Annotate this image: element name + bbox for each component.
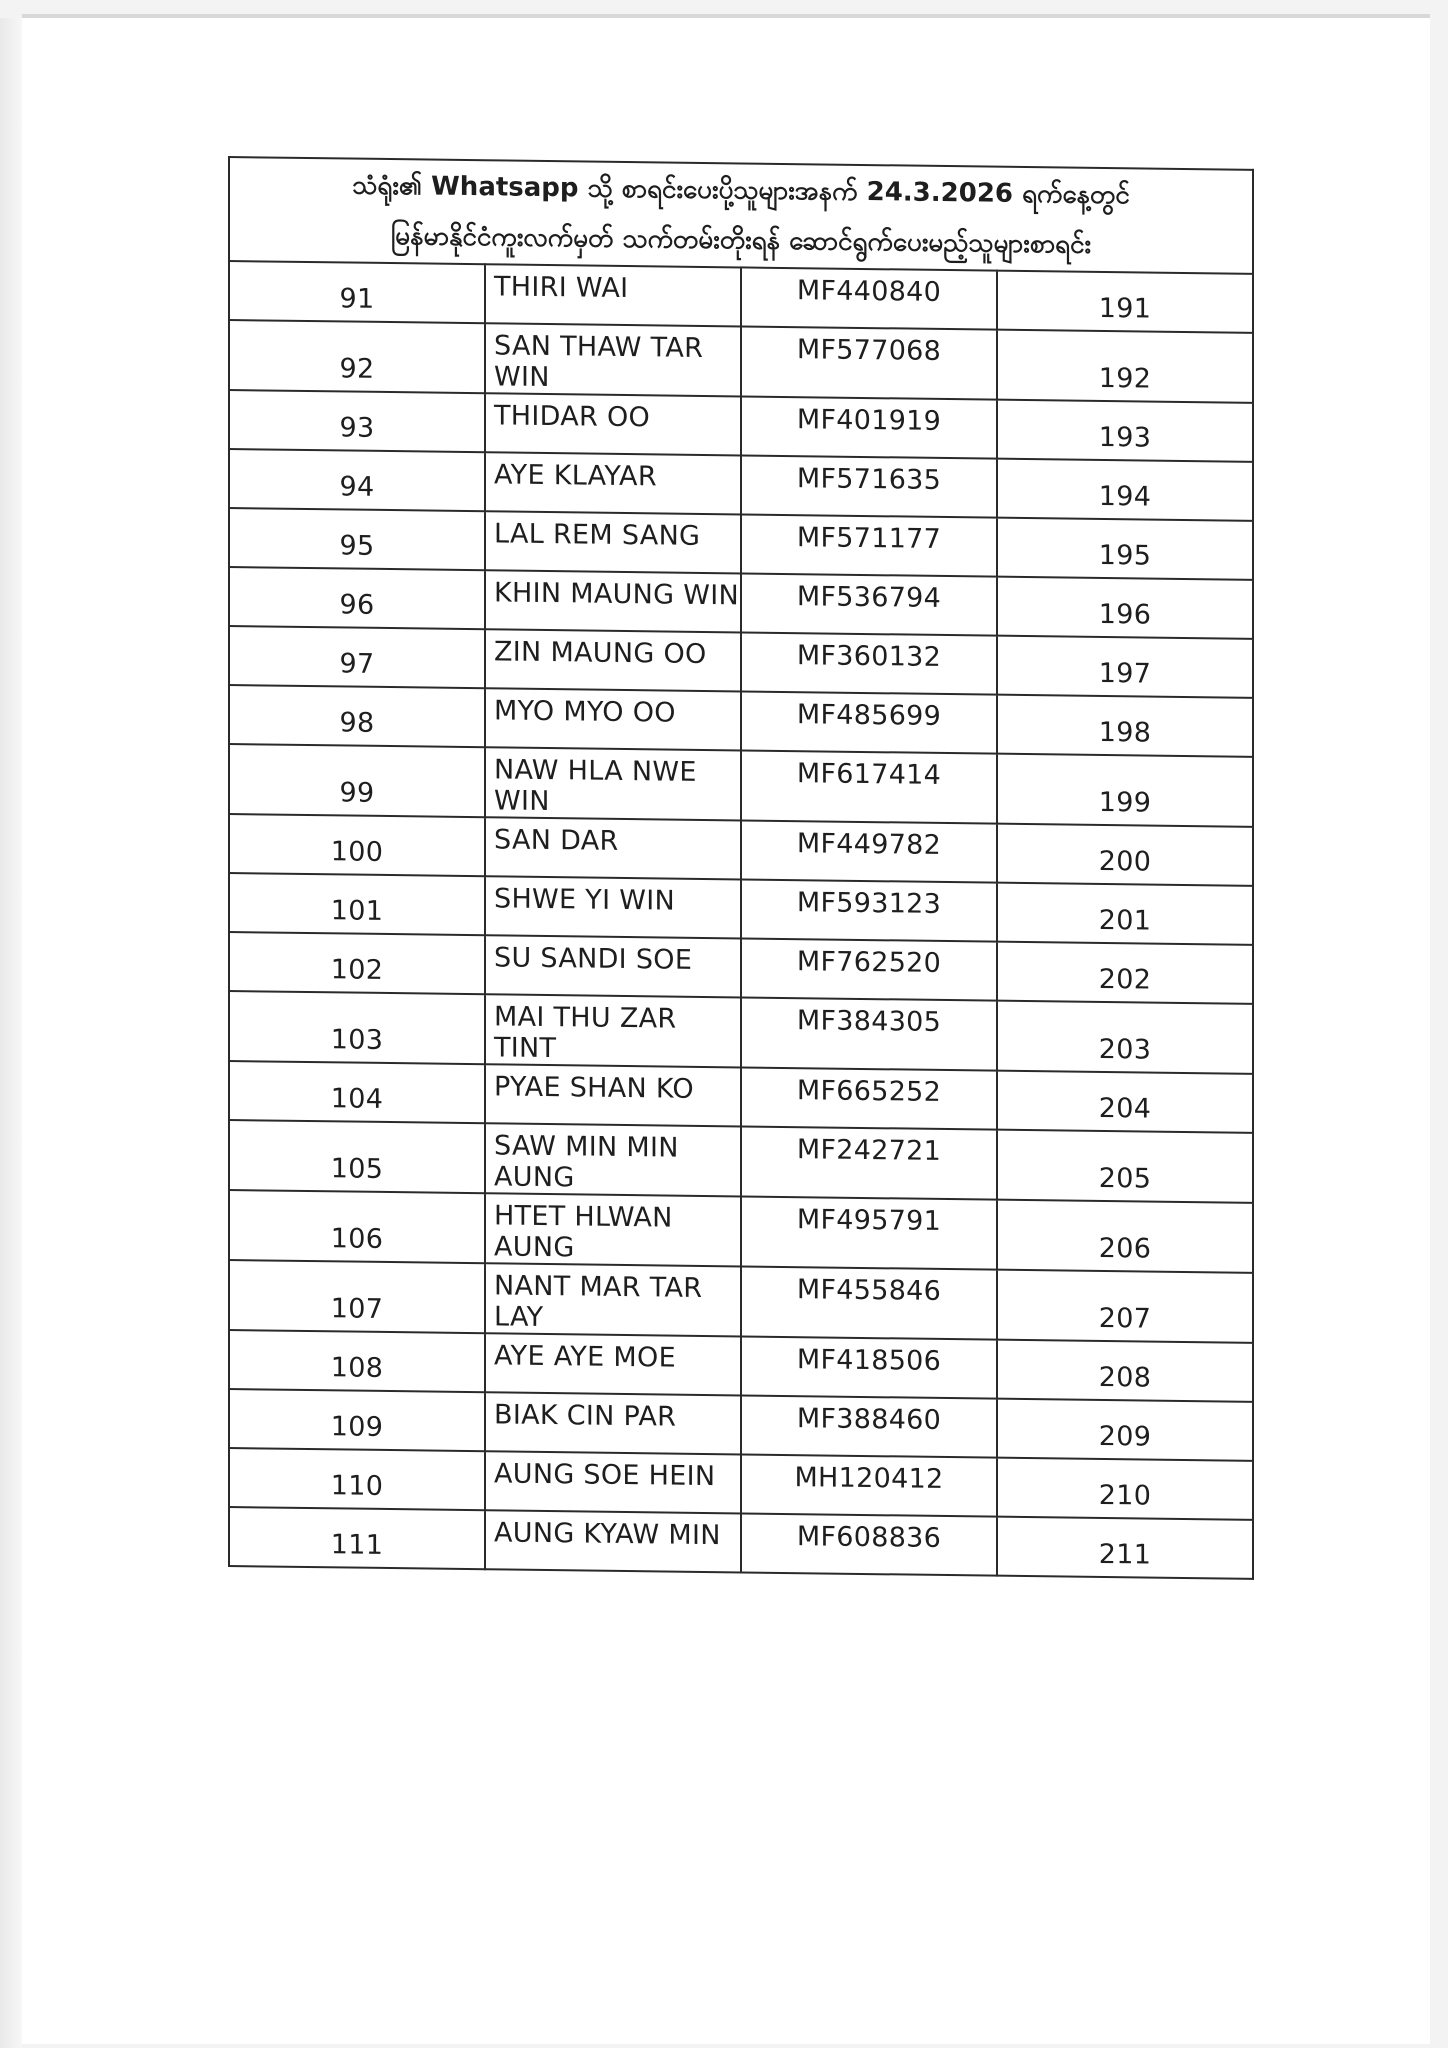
row-number-cell: 101 — [229, 873, 485, 935]
table-title-line-2: မြန်မာနိုင်ငံကူးလက်မှတ် သက်တမ်းတိုးရန် ဆောင်ရွက်ပေးမည့်သူများစာရင်း — [390, 221, 1092, 260]
table-row — [229, 1507, 1253, 1579]
passport-number-cell: MF536794 — [741, 573, 997, 635]
page-edge-shadow — [0, 18, 22, 2048]
passport-renewal-list-table — [228, 156, 1254, 1580]
passport-number-cell: MF593123 — [741, 879, 997, 941]
reference-number-cell: 209 — [997, 1399, 1253, 1461]
reference-number-cell: 191 — [997, 271, 1253, 333]
row-number-cell: 98 — [229, 685, 485, 747]
row-number-cell: 104 — [229, 1061, 485, 1123]
table-row — [229, 1260, 1253, 1343]
name-cell: LAL REM SANG — [485, 511, 741, 573]
table-row — [229, 991, 1253, 1074]
table-row — [229, 320, 1253, 403]
passport-number-cell: MF571635 — [741, 455, 997, 517]
name-cell: BIAK CIN PAR — [485, 1392, 741, 1454]
table-title-line-1: သံရုံး၏ Whatsapp သို့ စာရင်းပေးပို့သူများအနက် 24.3.2026 ရက်နေ့တွင် — [352, 170, 1130, 211]
row-number-cell: 109 — [229, 1389, 485, 1451]
row-number-cell: 110 — [229, 1448, 485, 1510]
name-cell: NANT MAR TAR LAY — [485, 1263, 741, 1336]
reference-number-cell: 197 — [997, 636, 1253, 698]
row-number-cell: 108 — [229, 1330, 485, 1392]
passport-number-cell: MF384305 — [741, 997, 997, 1070]
row-number-cell: 111 — [229, 1507, 485, 1569]
row-number-cell: 107 — [229, 1260, 485, 1333]
table-header-row — [229, 157, 1253, 274]
list-table-container — [228, 156, 1254, 1580]
reference-number-cell: 208 — [997, 1340, 1253, 1402]
reference-number-cell: 202 — [997, 942, 1253, 1004]
reference-number-cell: 210 — [997, 1458, 1253, 1520]
row-number-cell: 96 — [229, 567, 485, 629]
passport-number-cell: MF571177 — [741, 514, 997, 576]
row-number-cell: 91 — [229, 261, 485, 323]
name-cell: AUNG SOE HEIN — [485, 1451, 741, 1513]
reference-number-cell: 205 — [997, 1130, 1253, 1203]
name-cell: SU SANDI SOE — [485, 935, 741, 997]
passport-number-cell: MF388460 — [741, 1395, 997, 1457]
name-cell: HTET HLWAN AUNG — [485, 1193, 741, 1266]
reference-number-cell: 201 — [997, 883, 1253, 945]
name-cell: THIRI WAI — [485, 264, 741, 326]
reference-number-cell: 206 — [997, 1200, 1253, 1273]
name-cell: THIDAR OO — [485, 393, 741, 455]
passport-number-cell: MF495791 — [741, 1196, 997, 1269]
table-row — [229, 744, 1253, 827]
passport-number-cell: MF418506 — [741, 1336, 997, 1398]
table-row — [229, 1120, 1253, 1203]
row-number-cell: 97 — [229, 626, 485, 688]
row-number-cell: 93 — [229, 390, 485, 452]
reference-number-cell: 196 — [997, 577, 1253, 639]
passport-number-cell: MF608836 — [741, 1513, 997, 1575]
passport-number-cell: MF665252 — [741, 1067, 997, 1129]
reference-number-cell: 198 — [997, 695, 1253, 757]
reference-number-cell: 203 — [997, 1001, 1253, 1074]
row-number-cell: 106 — [229, 1190, 485, 1263]
name-cell: PYAE SHAN KO — [485, 1064, 741, 1126]
passport-number-cell: MH120412 — [741, 1454, 997, 1516]
name-cell: SAN DAR — [485, 817, 741, 879]
passport-number-cell: MF242721 — [741, 1126, 997, 1199]
row-number-cell: 102 — [229, 932, 485, 994]
reference-number-cell: 211 — [997, 1517, 1253, 1579]
passport-number-cell: MF485699 — [741, 691, 997, 753]
passport-number-cell: MF401919 — [741, 396, 997, 458]
row-number-cell: 100 — [229, 814, 485, 876]
reference-number-cell: 199 — [997, 754, 1253, 827]
name-cell: SAN THAW TAR WIN — [485, 323, 741, 396]
name-cell: AYE KLAYAR — [485, 452, 741, 514]
name-cell: KHIN MAUNG WIN — [485, 570, 741, 632]
reference-number-cell: 193 — [997, 400, 1253, 462]
row-number-cell: 95 — [229, 508, 485, 570]
passport-number-cell: MF440840 — [741, 267, 997, 329]
passport-number-cell: MF360132 — [741, 632, 997, 694]
reference-number-cell: 194 — [997, 459, 1253, 521]
reference-number-cell: 200 — [997, 824, 1253, 886]
passport-number-cell: MF449782 — [741, 820, 997, 882]
row-number-cell: 92 — [229, 320, 485, 393]
reference-number-cell: 195 — [997, 518, 1253, 580]
name-cell: MYO MYO OO — [485, 688, 741, 750]
name-cell: NAW HLA NWE WIN — [485, 747, 741, 820]
table-title — [229, 157, 1253, 274]
reference-number-cell: 204 — [997, 1071, 1253, 1133]
name-cell: SHWE YI WIN — [485, 876, 741, 938]
name-cell: AUNG KYAW MIN — [485, 1510, 741, 1572]
name-cell: AYE AYE MOE — [485, 1333, 741, 1395]
passport-number-cell: MF762520 — [741, 938, 997, 1000]
row-number-cell: 99 — [229, 744, 485, 817]
passport-number-cell: MF617414 — [741, 750, 997, 823]
reference-number-cell: 192 — [997, 330, 1253, 403]
row-number-cell: 94 — [229, 449, 485, 511]
passport-number-cell: MF455846 — [741, 1266, 997, 1339]
row-number-cell: 105 — [229, 1120, 485, 1193]
name-cell: ZIN MAUNG OO — [485, 629, 741, 691]
name-cell: SAW MIN MIN AUNG — [485, 1123, 741, 1196]
table-row — [229, 1190, 1253, 1273]
passport-number-cell: MF577068 — [741, 326, 997, 399]
reference-number-cell: 207 — [997, 1270, 1253, 1343]
table-body — [229, 261, 1253, 1579]
row-number-cell: 103 — [229, 991, 485, 1064]
name-cell: MAI THU ZAR TINT — [485, 994, 741, 1067]
